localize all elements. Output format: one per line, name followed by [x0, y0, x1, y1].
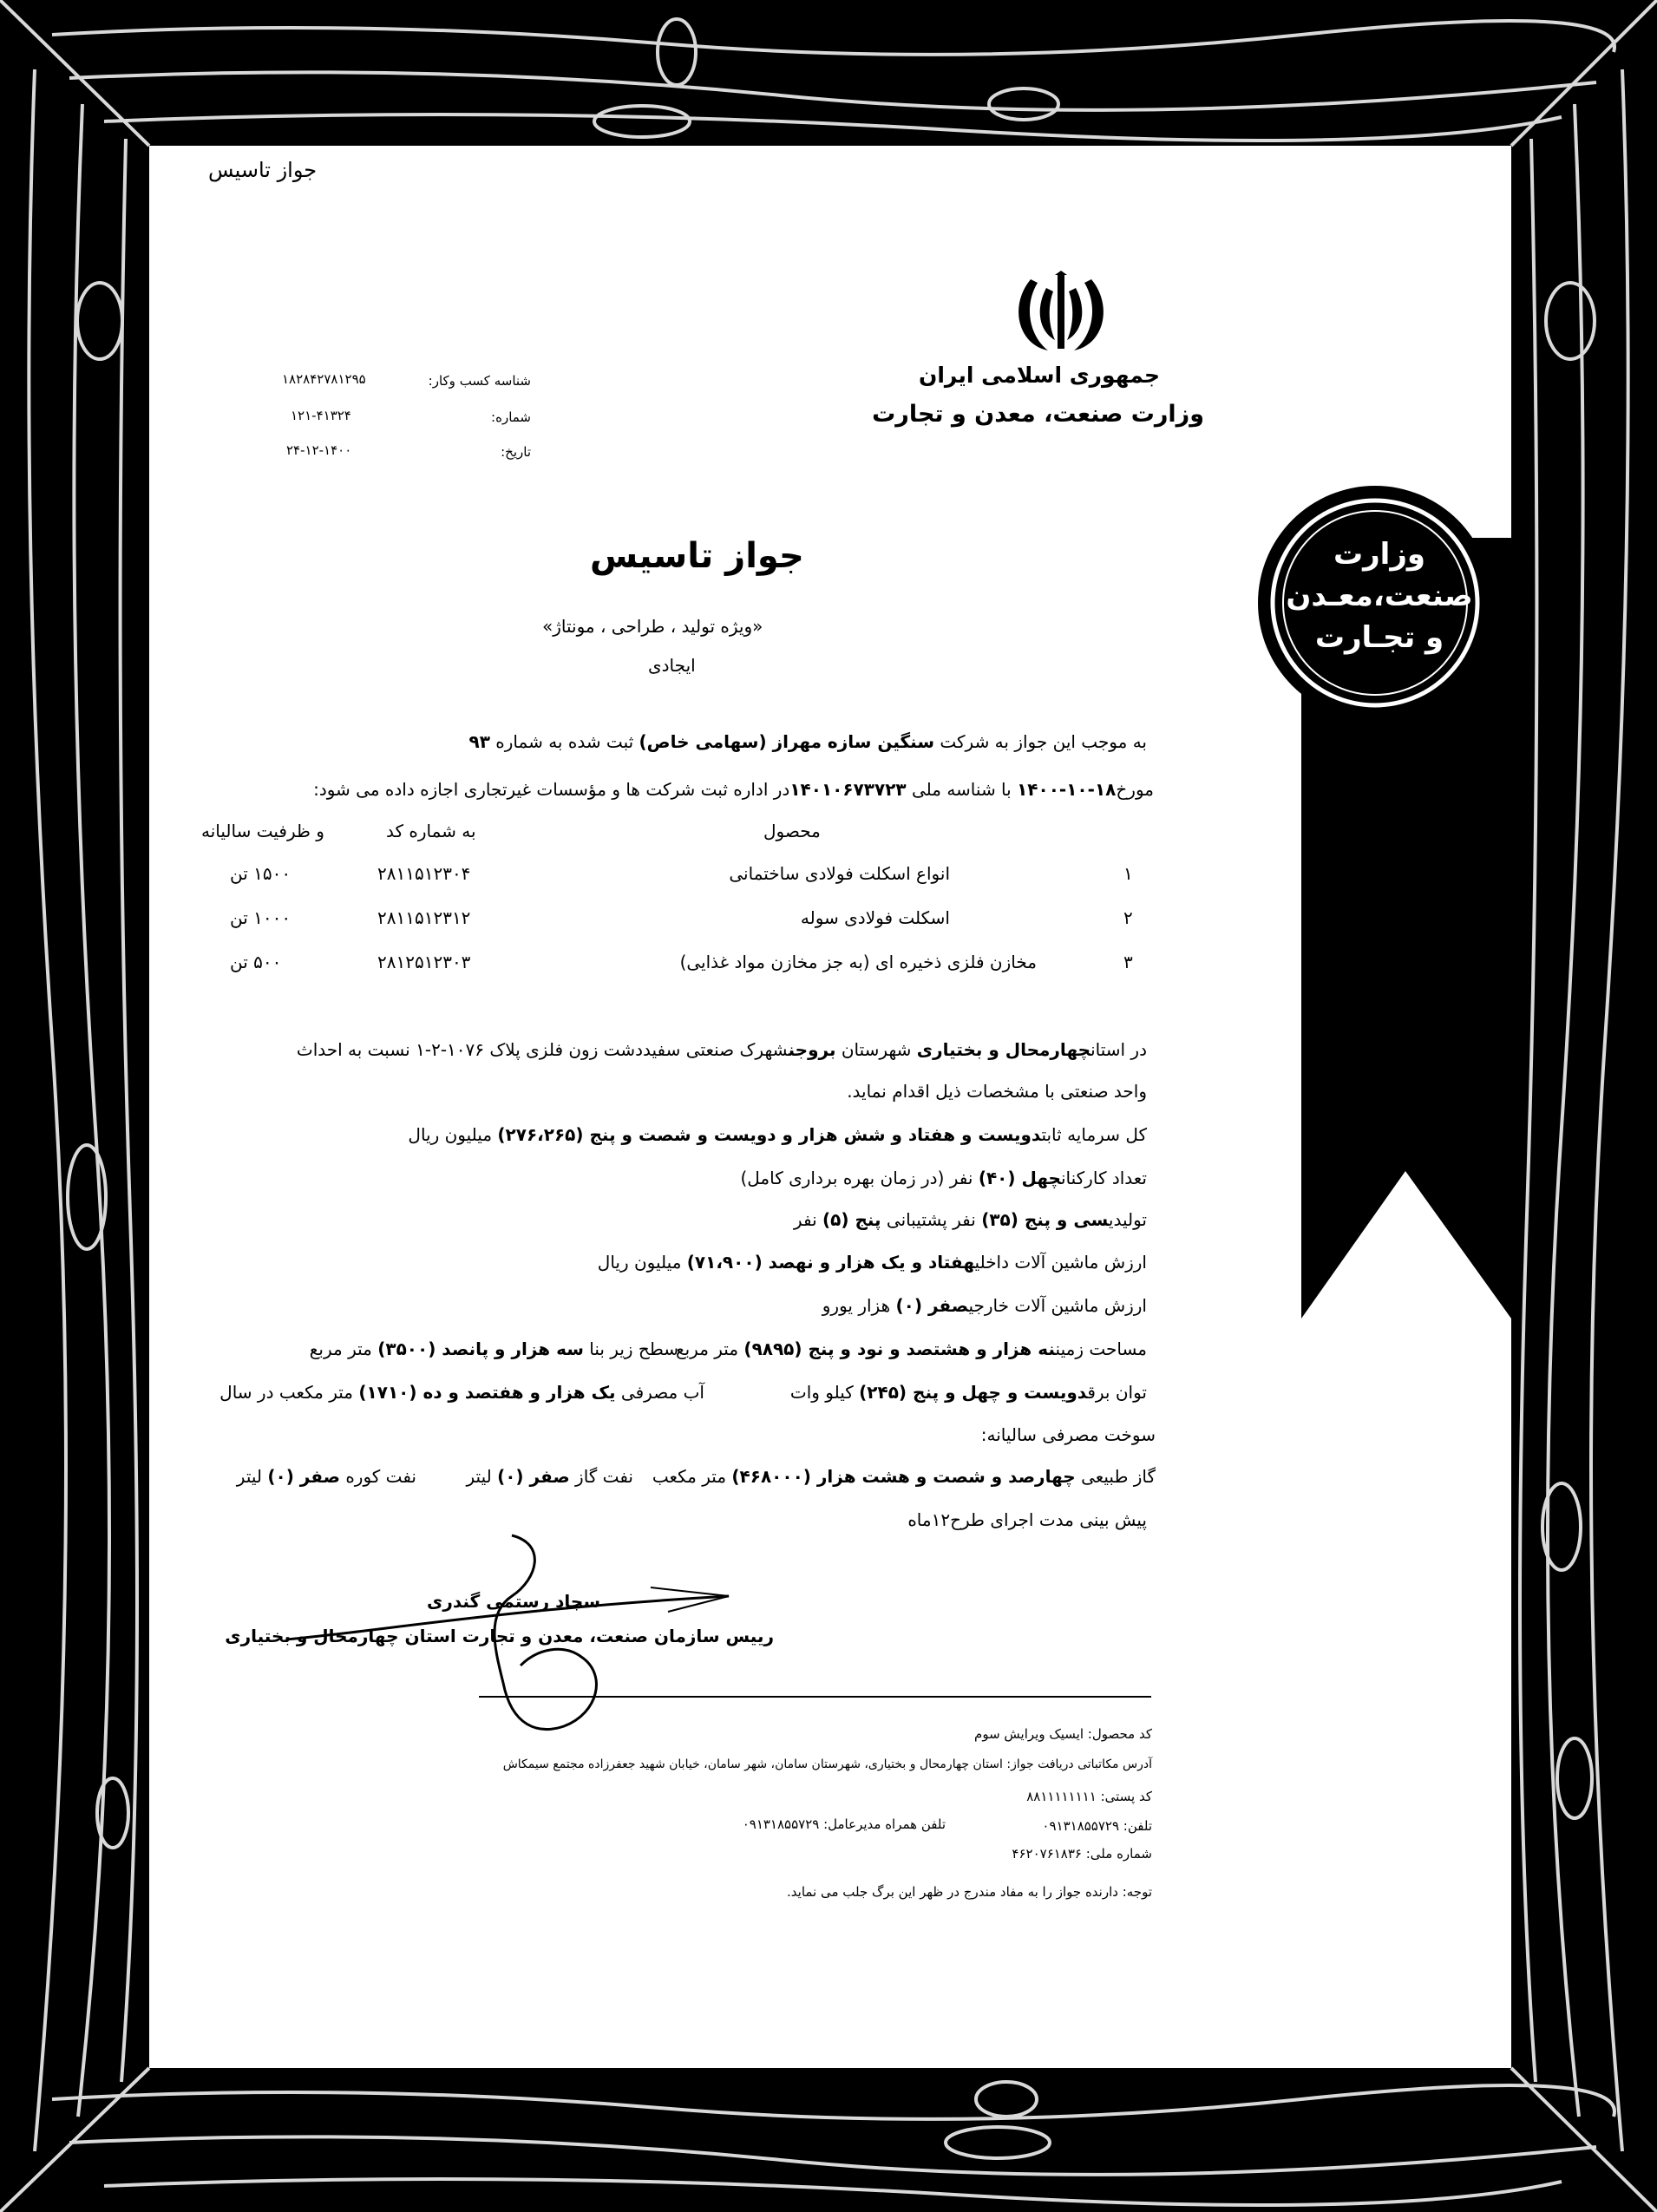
row-num: ۲: [1123, 907, 1133, 928]
header-code: به شماره کد: [386, 821, 476, 841]
republic-name: جمهوری اسلامی ایران: [919, 363, 1160, 388]
registration-number: ۹۳: [468, 731, 490, 752]
capital-unit: میلیون ریال: [408, 1124, 493, 1145]
kerosene-value: صفر (۰): [267, 1466, 340, 1487]
row-code: ۲۸۱۱۵۱۲۳۰۴: [377, 863, 471, 884]
meta-value-number: ۱۲۱-۴۱۳۲۴: [291, 408, 351, 423]
seal-line-3: و تجـارت: [1314, 620, 1444, 655]
production-value: سی و پنج (۳۵): [981, 1209, 1109, 1230]
foreign-label: ارزش ماشین آلات خارجی: [968, 1295, 1147, 1316]
kerosene-unit: لیتر: [236, 1466, 262, 1487]
built-value: سه هزار و پانصد (۳۵۰۰): [377, 1338, 584, 1359]
production-label: تولیدی: [1108, 1209, 1147, 1230]
seal-line-2: صنعت،معـدن: [1286, 579, 1473, 613]
registration-date: ۱۸-۱۰-۱۴۰۰: [1017, 779, 1117, 800]
location-a: در استان: [1090, 1039, 1147, 1060]
staff-label: تعداد کارکنان: [1060, 1168, 1147, 1188]
intro-l2-c: در اداره ثبت شرکت ها و مؤسسات غیرتجاری اجازه داده می شود:: [313, 779, 790, 800]
gas-value: چهارصد و شصت و هشت هزار (۴۶۸۰۰۰): [731, 1466, 1076, 1487]
intro-l1-b: ثبت شده به شماره: [495, 731, 634, 752]
meta-value-date: ۲۴-۱۲-۱۴۰۰: [286, 442, 352, 458]
footer-national-number: شماره ملی: ۴۶۲۰۷۶۱۸۳۶: [1012, 1846, 1152, 1862]
intro-line-2: [313, 779, 1154, 800]
intro-l2-b: با شناسه ملی: [911, 779, 1012, 800]
footer-phone: تلفن: ۰۹۱۳۱۸۵۵۷۲۹: [1042, 1818, 1152, 1834]
capital-label: کل سرمایه ثابت: [1041, 1124, 1147, 1145]
signatory-title: رییس سازمان صنعت، معدن و تجارت استان چهارمحال و بختیاری: [225, 1626, 774, 1646]
header-product: محصول: [763, 821, 821, 841]
gas-label: گاز طبیعی: [1081, 1466, 1156, 1487]
city: بروجن: [788, 1039, 836, 1060]
iran-emblem-icon: [1013, 271, 1109, 353]
water-value: یک هزار و هفتصد و ده (۱۷۱۰): [358, 1382, 616, 1403]
company-name: سنگین سازه مهراز (سهامی خاص): [639, 731, 935, 752]
location-line-2: واحد صنعتی با مشخصات ذیل اقدام نماید.: [847, 1081, 1147, 1102]
province: چهارمحال و بختیاری: [916, 1039, 1091, 1060]
gas-line: [652, 1466, 1156, 1487]
power-unit: کیلو وات: [789, 1382, 854, 1403]
power-label: توان برق: [1087, 1382, 1147, 1403]
document-title: جواز تاسیس: [590, 536, 804, 576]
footer-postal-code: کد پستی: ۸۸۱۱۱۱۱۱۱۱: [1026, 1789, 1152, 1804]
staff-unit: نفر (در زمان بهره برداری کامل): [740, 1168, 973, 1188]
water-unit: متر مکعب در سال: [219, 1382, 354, 1403]
foreign-value: صفر (۰): [895, 1295, 969, 1316]
document-subtitle: «ویژه تولید ، طراحی ، مونتاژ»: [542, 616, 763, 637]
signatory-name: سجاد رستمی گندری: [427, 1591, 600, 1612]
built-unit: متر مربع: [309, 1338, 372, 1359]
row-product: اسکلت فولادی سوله: [800, 907, 950, 928]
footer-ceo-mobile: تلفن همراه مدیرعامل: ۰۹۱۳۱۸۵۵۷۲۹: [742, 1816, 946, 1832]
domestic-value: هفتاد و یک هزار و نهصد (۷۱،۹۰۰): [686, 1252, 975, 1273]
row-capacity: ۵۰۰ تن: [230, 952, 282, 972]
meta-label-number: شماره:: [491, 409, 531, 425]
seal-text: [1275, 533, 1483, 658]
land-value: نه هزار و هشتصد و نود و پنج (۹۸۹۵): [743, 1338, 1056, 1359]
row-product: انواع اسکلت فولادی ساختمانی: [729, 863, 950, 884]
row-code: ۲۸۱۲۵۱۲۳۰۳: [377, 952, 471, 972]
location-b: شهرستان: [841, 1039, 912, 1060]
footer-notice: توجه: دارنده جواز را به مفاد مندرج در ظهر این برگ جلب می نماید.: [787, 1884, 1152, 1900]
footer-address: آدرس مکاتباتی دریافت جواز: استان چهارمحال و بختیاری، شهرستان سامان، شهر سامان، خیابان شهید جعفرزاده مجتمع سیمکاش: [502, 1757, 1152, 1771]
corner-title: جواز تاسیس: [208, 158, 318, 182]
foreign-machinery-line: [822, 1295, 1147, 1316]
diesel-unit: لیتر: [466, 1466, 492, 1487]
national-id: ۱۴۰۱۰۶۷۳۷۲۳: [789, 779, 907, 800]
footer-divider: [479, 1696, 1151, 1698]
location-c: شهرک صنعتی سفیددشت زون فلزی پلاک ۱۰۷۶-۲-۱ نسبت به احداث: [296, 1039, 789, 1060]
diesel-label: نفت گاز: [575, 1466, 633, 1487]
seal-line-1: وزارت: [1333, 537, 1426, 572]
water-line: [219, 1382, 704, 1403]
production-staff-line: [794, 1209, 1147, 1230]
row-capacity: ۱۵۰۰ تن: [230, 863, 291, 884]
project-duration: پیش بینی مدت اجرای طرح۱۲ماه: [907, 1509, 1147, 1530]
row-num: ۳: [1123, 952, 1133, 972]
location-line-1: [297, 1039, 1147, 1060]
row-code: ۲۸۱۱۵۱۲۳۱۲: [377, 907, 471, 928]
land-unit: متر مربع: [675, 1338, 739, 1359]
support-unit: نفر: [793, 1209, 817, 1230]
intro-line-1: [469, 731, 1148, 752]
foreign-unit: هزار یورو: [822, 1295, 891, 1316]
built-area-line: [310, 1338, 678, 1359]
row-product: مخازن فلزی ذخیره ای (به جز مخازن مواد غذایی): [679, 952, 1037, 972]
power-value: دویست و چهل و پنج (۲۴۵): [859, 1382, 1088, 1403]
meta-value-business-id: ۱۸۲۸۴۲۷۸۱۲۹۵: [282, 371, 366, 387]
header-capacity: و ظرفیت سالیانه: [201, 821, 324, 841]
land-area-line: [676, 1338, 1147, 1359]
capital-value: دویست و هفتاد و شش هزار و دویست و شصت و پنج (۲۷۶،۲۶۵): [497, 1124, 1042, 1145]
support-value: پنج (۵): [822, 1209, 881, 1230]
kerosene-label: نفت کوره: [345, 1466, 416, 1487]
ministry-name: وزارت صنعت، معدن و تجارت: [872, 401, 1204, 428]
land-label: مساحت زمین: [1055, 1338, 1147, 1359]
built-label: سطح زیر بنا: [589, 1338, 678, 1359]
row-capacity: ۱۰۰۰ تن: [230, 907, 291, 928]
diesel-value: صفر (۰): [497, 1466, 570, 1487]
domestic-unit: میلیون ریال: [597, 1252, 682, 1273]
capital-line: [408, 1124, 1147, 1145]
diesel-line: [467, 1466, 634, 1487]
gas-unit: متر مکعب: [652, 1466, 727, 1487]
power-line: [790, 1382, 1147, 1403]
intro-l1-a: به موجب این جواز به شرکت: [940, 731, 1147, 752]
meta-label-business-id: شناسه کسب وکار:: [428, 373, 531, 389]
meta-label-date: تاریخ:: [501, 444, 531, 460]
domestic-machinery-line: [598, 1252, 1147, 1273]
water-label: آب مصرفی: [620, 1382, 704, 1403]
row-num: ۱: [1123, 863, 1133, 884]
staff-line: [740, 1168, 1147, 1188]
support-label: نفر پشتیبانی: [886, 1209, 976, 1230]
fuel-title: سوخت مصرفی سالیانه:: [980, 1424, 1156, 1445]
document-type: ایجادی: [648, 655, 696, 676]
footer-product-code: کد محصول: ایسیک ویرایش سوم: [974, 1726, 1152, 1742]
staff-value: چهل (۴۰): [978, 1168, 1061, 1188]
domestic-label: ارزش ماشین آلات داخلی: [974, 1252, 1147, 1273]
kerosene-line: [237, 1466, 416, 1487]
intro-l2-a: مورخ: [1116, 779, 1154, 800]
